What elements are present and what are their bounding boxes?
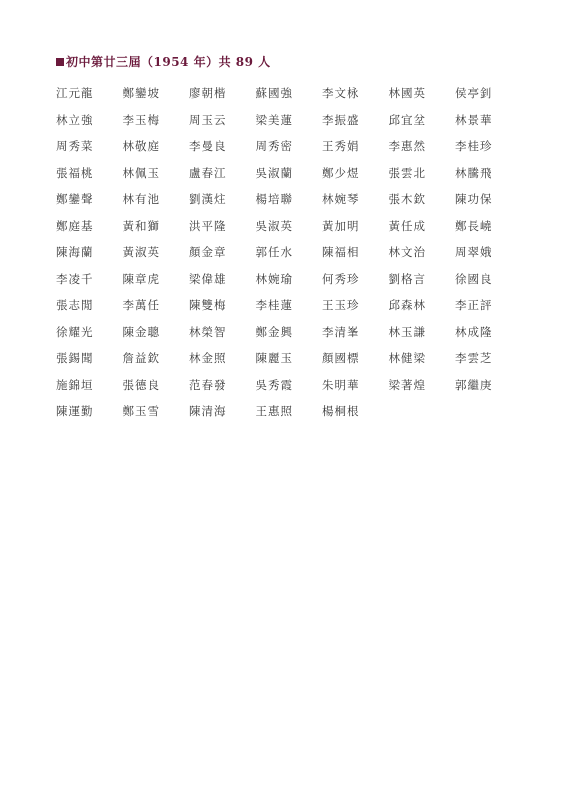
- student-name: 李桂珍: [455, 139, 493, 154]
- student-name: 林玉謙: [388, 324, 426, 339]
- student-name: 張錫聞: [56, 351, 94, 366]
- name-row: [56, 266, 526, 293]
- student-name: 劉格言: [388, 271, 426, 286]
- student-name: 黃和獅: [122, 218, 160, 233]
- student-name: 詹益欽: [122, 351, 160, 366]
- student-name: 陳福相: [322, 245, 360, 260]
- student-name: 顏金章: [189, 245, 227, 260]
- student-name: 何秀珍: [322, 271, 360, 286]
- name-row: [56, 160, 526, 187]
- student-name: 林立強: [56, 112, 94, 127]
- student-name: 王玉珍: [322, 298, 360, 313]
- name-row: [56, 292, 526, 319]
- student-name: 盧春江: [189, 165, 227, 180]
- section-heading-text: 初中第廿三屆（1954 年）共 89 人: [66, 55, 271, 69]
- student-name: 鄭鑾聲: [56, 192, 94, 207]
- student-name: 侯亭釗: [455, 86, 493, 101]
- student-name: 洪平隆: [189, 218, 227, 233]
- student-name: 鄭少煜: [322, 165, 360, 180]
- name-row: [56, 372, 526, 399]
- student-name: 李玉梅: [122, 112, 160, 127]
- student-name: 吳淑英: [255, 218, 293, 233]
- student-name: 王惠照: [255, 404, 293, 419]
- student-name: 陳金聰: [122, 324, 160, 339]
- student-name: 陳麗玉: [255, 351, 293, 366]
- student-name: 李文栐: [322, 86, 360, 101]
- student-name: 鄭鑾坡: [122, 86, 160, 101]
- student-name: 蘇國強: [255, 86, 293, 101]
- student-name: 徐耀光: [56, 324, 94, 339]
- student-name: 陳清海: [189, 404, 227, 419]
- student-name: 張雲北: [388, 165, 426, 180]
- student-name: 鄭長嶢: [455, 218, 493, 233]
- student-name: 邱森林: [388, 298, 426, 313]
- name-row: [56, 239, 526, 266]
- student-name: 江元龍: [56, 86, 94, 101]
- student-name: 黃任成: [388, 218, 426, 233]
- student-name: 吳淑蘭: [255, 165, 293, 180]
- student-name: 李正評: [455, 298, 493, 313]
- student-name: 鄭金興: [255, 324, 293, 339]
- student-name: 林有池: [122, 192, 160, 207]
- student-name: 李曼良: [189, 139, 227, 154]
- student-name: 林騰飛: [455, 165, 493, 180]
- name-grid: [56, 80, 526, 425]
- student-name: 林國英: [388, 86, 426, 101]
- name-row: [56, 107, 526, 134]
- student-name: 陳運勤: [56, 404, 94, 419]
- student-name: 張志閒: [56, 298, 94, 313]
- student-name: 李凌千: [56, 271, 94, 286]
- student-name: 林健梁: [388, 351, 426, 366]
- student-name: 范春發: [189, 377, 227, 392]
- student-name: 陳章虎: [122, 271, 160, 286]
- student-name: 林婉琴: [322, 192, 360, 207]
- name-row: [56, 398, 526, 425]
- student-name: 張德良: [122, 377, 160, 392]
- student-name: 朱明華: [322, 377, 360, 392]
- name-row: [56, 186, 526, 213]
- name-row: [56, 319, 526, 346]
- student-name: 邱宜坌: [388, 112, 426, 127]
- student-name: 李清峯: [322, 324, 360, 339]
- student-name: 黃淑英: [122, 245, 160, 260]
- student-name: 陳海蘭: [56, 245, 94, 260]
- student-name: 廖朝楷: [189, 86, 227, 101]
- student-name: 林景華: [455, 112, 493, 127]
- student-name: 周玉云: [189, 112, 227, 127]
- student-name: 李振盛: [322, 112, 360, 127]
- student-name: 郭任水: [255, 245, 293, 260]
- student-name: 林敬庭: [122, 139, 160, 154]
- student-name: 王秀娟: [322, 139, 360, 154]
- student-name: 林佩玉: [122, 165, 160, 180]
- student-name: 李萬任: [122, 298, 160, 313]
- student-name: 林金照: [189, 351, 227, 366]
- student-name: 林成隆: [455, 324, 493, 339]
- student-name: 李惠然: [388, 139, 426, 154]
- name-row: [56, 345, 526, 372]
- student-name: 周秀密: [255, 139, 293, 154]
- student-name: 李桂蓮: [255, 298, 293, 313]
- student-name: 施錦垣: [56, 377, 94, 392]
- student-name: 林榮智: [189, 324, 227, 339]
- student-name: 周秀菜: [56, 139, 94, 154]
- section-heading: [56, 53, 271, 70]
- student-name: 楊桐根: [322, 404, 360, 419]
- student-name: 鄭玉雪: [122, 404, 160, 419]
- student-name: 林文治: [388, 245, 426, 260]
- student-name: 李雲芝: [455, 351, 493, 366]
- name-row: [56, 213, 526, 240]
- name-row: [56, 80, 526, 107]
- student-name: 梁偉雄: [189, 271, 227, 286]
- student-name: 黃加明: [322, 218, 360, 233]
- student-name: 張木欽: [388, 192, 426, 207]
- student-name: 郭繼庚: [455, 377, 493, 392]
- student-name: 楊培聯: [255, 192, 293, 207]
- name-row: [56, 133, 526, 160]
- square-bullet-icon: [56, 58, 64, 66]
- student-name: 陳雙梅: [189, 298, 227, 313]
- student-name: 張福桃: [56, 165, 94, 180]
- student-name: 梁著煌: [388, 377, 426, 392]
- student-name: 梁美蓮: [255, 112, 293, 127]
- student-name: 劉漢炷: [189, 192, 227, 207]
- student-name: 周翠娥: [455, 245, 493, 260]
- student-name: 徐國良: [455, 271, 493, 286]
- student-name: 林婉瑜: [255, 271, 293, 286]
- student-name: 鄭庭基: [56, 218, 94, 233]
- student-name: 顏國標: [322, 351, 360, 366]
- student-name: 陳功保: [455, 192, 493, 207]
- student-name: 吳秀霞: [255, 377, 293, 392]
